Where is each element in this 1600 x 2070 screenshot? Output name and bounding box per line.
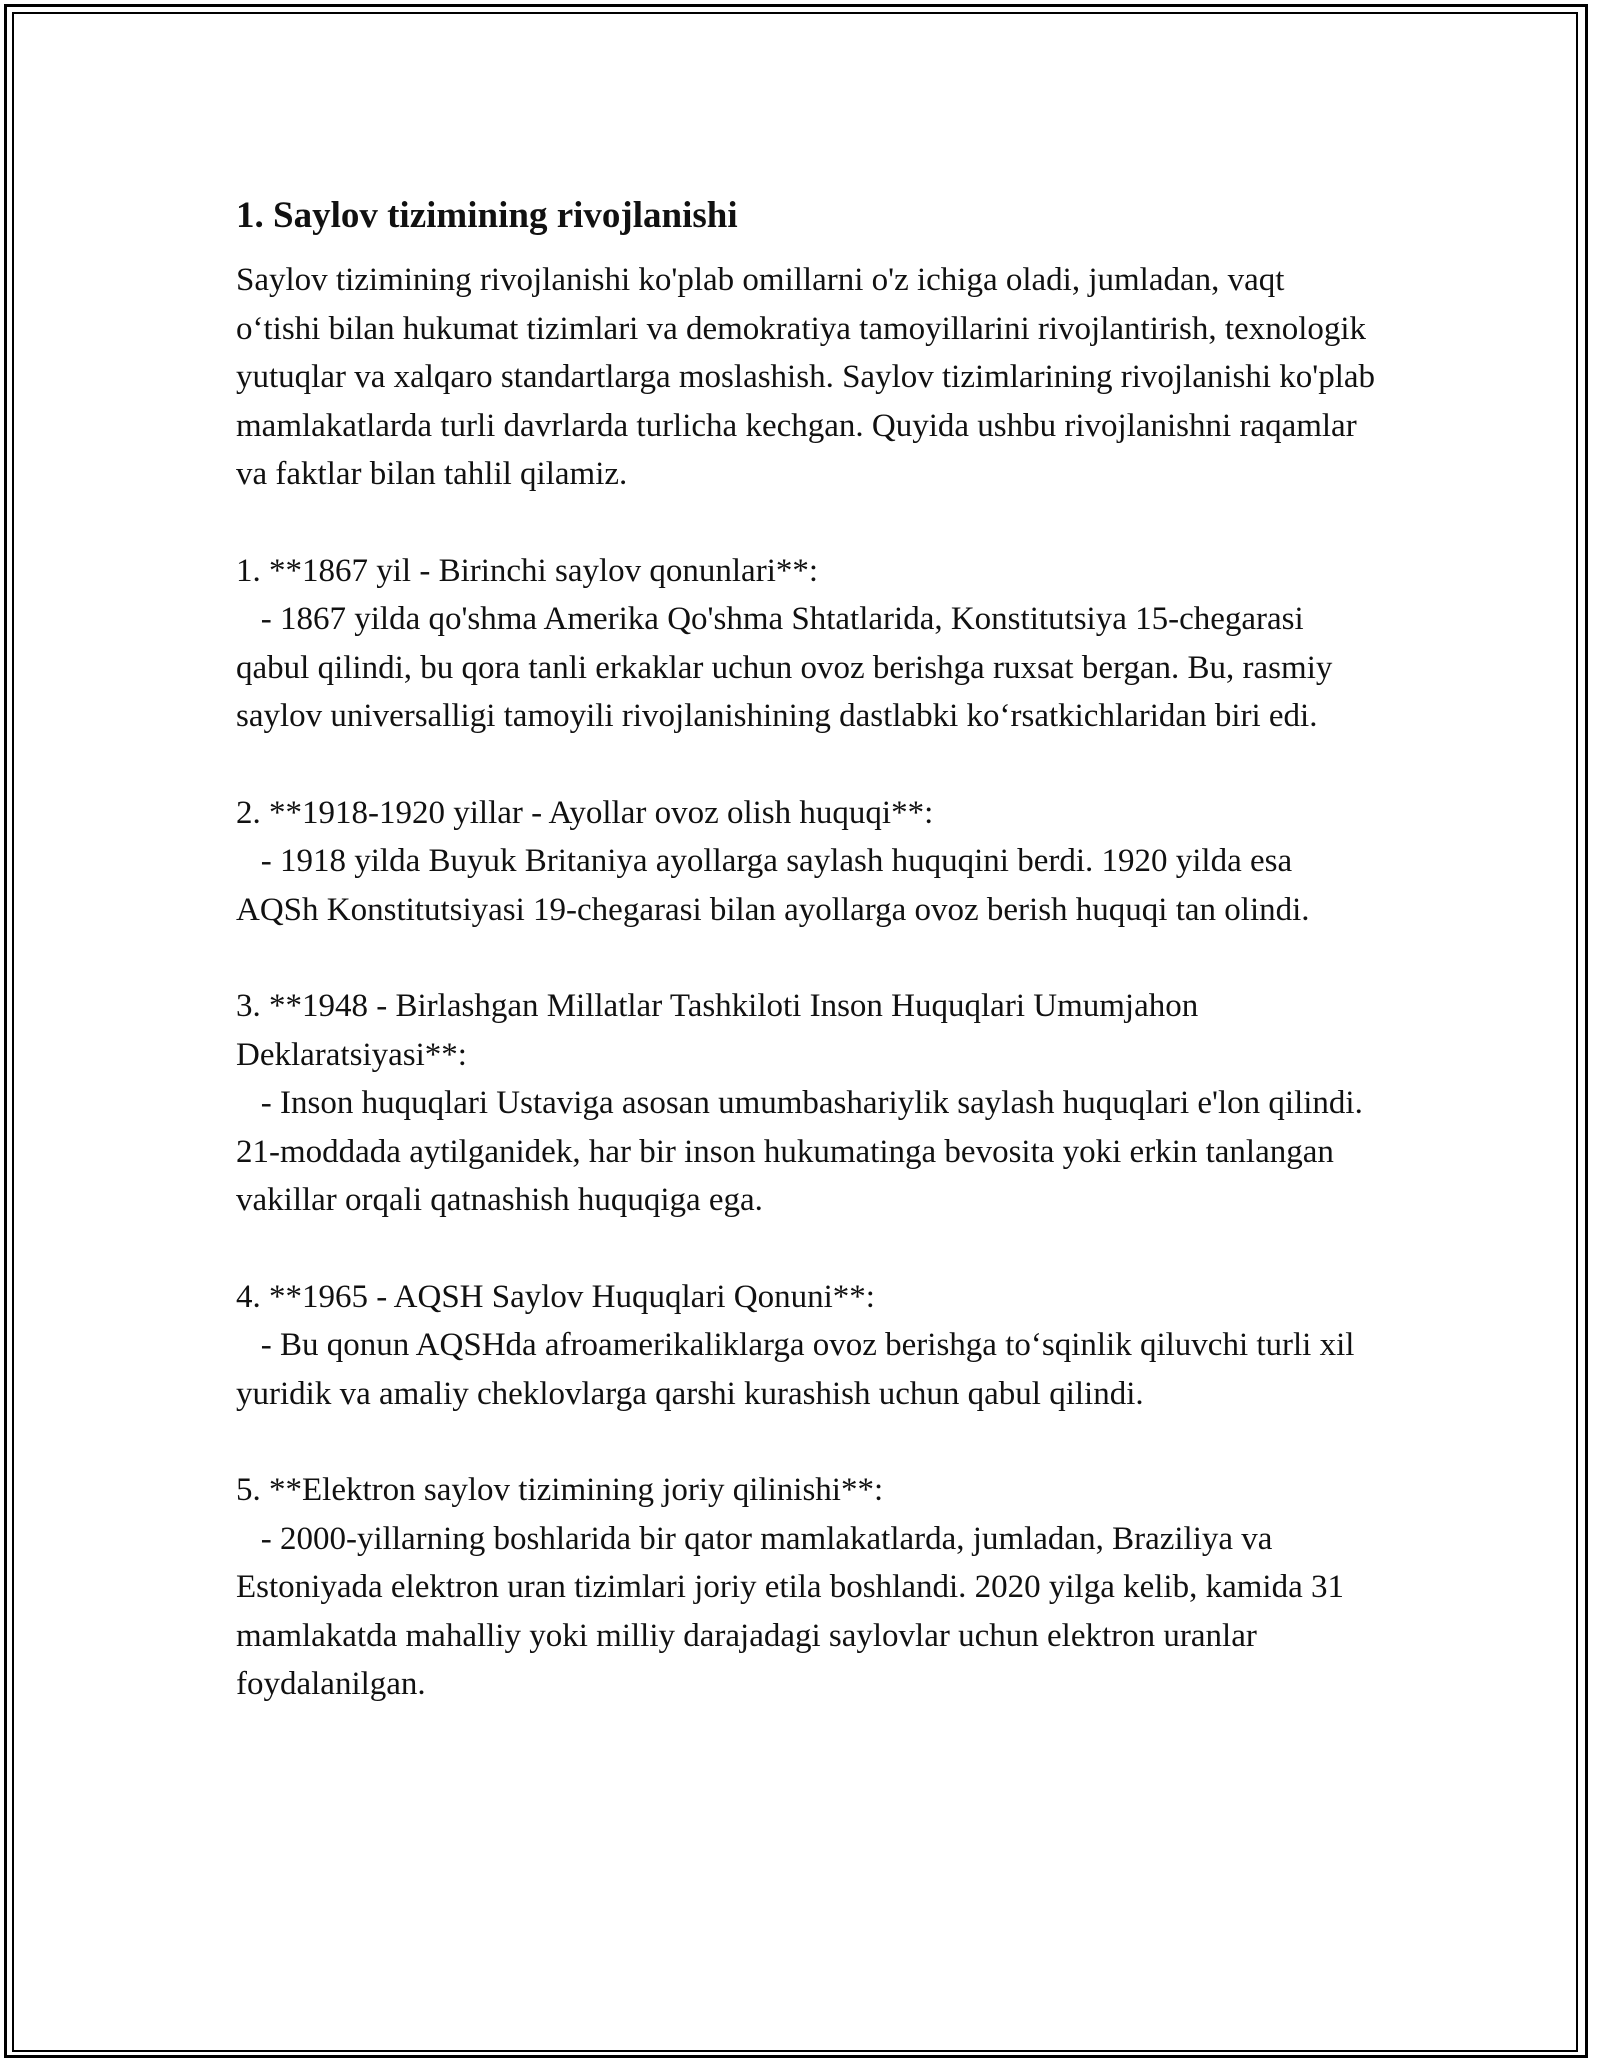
list-item-title: 5. **Elektron saylov tizimining joriy qilinishi**: bbox=[236, 1472, 884, 1508]
list-item-1867 bbox=[236, 547, 1376, 741]
list-item-text: - Bu qonun AQSHda afroamerikaliklarga ovoz berishga to‘sqinlik qiluvchi turli xil yuridik va amaliy cheklovlarga qarshi kurashish uchun qabul qilindi. bbox=[236, 1327, 1363, 1412]
list-item-title: 4. **1965 - AQSH Saylov Huquqlari Qonuni**: bbox=[236, 1278, 875, 1315]
document-body bbox=[236, 186, 1376, 1709]
list-item-1948 bbox=[236, 982, 1376, 1225]
section-heading: 1. Saylov tizimining rivojlanishi bbox=[236, 195, 738, 236]
list-item-title: 1. **1867 yil - Birinchi saylov qonunlari**: bbox=[236, 552, 819, 589]
list-item-title: 2. **1918-1920 yillar - Ayollar ovoz olish huquqi**: bbox=[236, 794, 934, 831]
list-item-text: - Inson huquqlari Ustaviga asosan umumbashariylik saylash huquqlari e'lon qilindi. 21-moddada aytilganidek, har bir inson hukumatinga bevosita yoki erkin tanlangan vakillar orqali qatnashish huquqiga ega. bbox=[236, 1085, 1372, 1218]
list-item-title: 3. **1948 - Birlashgan Millatlar Tashkiloti Inson Huquqlari Umumjahon Deklaratsiyasi**: bbox=[236, 988, 1199, 1073]
list-item-1965 bbox=[236, 1273, 1376, 1419]
list-item-text: - 2000-yillarning boshlarida bir qator mamlakatlarda, jumladan, Braziliya va Estoniyada elektron uran tizimlari joriy etila boshlandi. 2020 yilga kelib, kamida 31 mamlakatda mahalliy yoki milliy darajadagi saylovlar uchun elektron uranlar foydalanilgan. bbox=[236, 1520, 1353, 1702]
intro-paragraph: Saylov tizimining rivojlanishi ko'plab omillarni o'z ichiga oladi, jumladan, vaqt o‘tishi bilan hukumat tizimlari va demokratiya tamoyillarini rivojlantirish, texnologik yutuqlar va xalqaro standartlarga moslashish. Saylov tizimlarining rivojlanishi ko'plab mamlakatlarda turli davrlarda turlicha kechgan. Quyida ushbu rivojlanishni raqamlar va faktlar bilan tahlil qilamiz. bbox=[236, 262, 1376, 492]
list-item-text: - 1867 yilda qo'shma Amerika Qo'shma Shtatlarida, Konstitutsiya 15-chegarasi qabul qilindi, bu qora tanli erkaklar uchun ovoz berishga ruxsat bergan. Bu, rasmiy saylov universalligi tamoyili rivojlanishining dastlabki ko‘rsatkichlaridan biri edi. bbox=[236, 601, 1341, 734]
list-item-electronic-voting bbox=[236, 1466, 1376, 1709]
list-item-1918-1920 bbox=[236, 789, 1376, 935]
list-item-text: - 1918 yilda Buyuk Britaniya ayollarga saylash huquqini berdi. 1920 yilda esa AQSh Konstitutsiyasi 19-chegarasi bilan ayollarga ovoz berish huquqi tan olindi. bbox=[236, 843, 1310, 928]
